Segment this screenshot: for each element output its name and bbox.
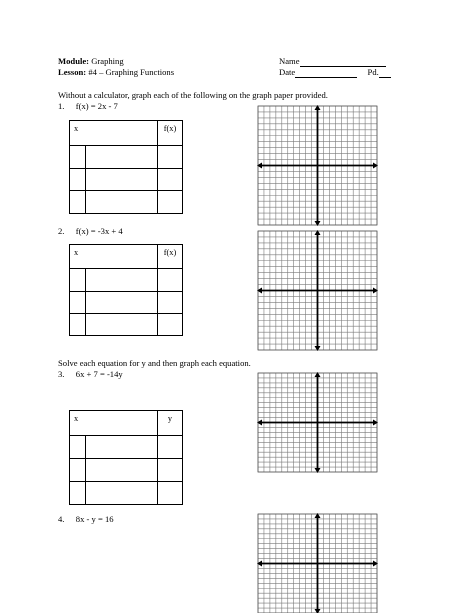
period-field[interactable] [379, 68, 391, 78]
lesson-label: Lesson: [58, 67, 87, 77]
graph-grid-3[interactable] [258, 373, 377, 472]
period-label: Pd. [367, 67, 379, 77]
name-field[interactable] [300, 57, 386, 67]
table-header-x: x [70, 411, 158, 436]
instructions-solve: Solve each equation for y and then graph each equation. [58, 358, 251, 368]
problem-2 [58, 227, 123, 236]
table-cell[interactable] [86, 269, 158, 292]
name-label: Name [279, 56, 300, 66]
lesson-line [58, 68, 174, 77]
table-cell[interactable] [70, 191, 86, 214]
table-cell[interactable] [158, 459, 183, 482]
problem-1 [58, 102, 118, 111]
table-cell[interactable] [86, 436, 158, 459]
table-cell[interactable] [70, 169, 86, 191]
problem-number: 3. [58, 369, 65, 379]
problem-number: 4. [58, 514, 65, 524]
table-cell[interactable] [70, 146, 86, 169]
table-cell[interactable] [158, 436, 183, 459]
module-value: Graphing [91, 56, 124, 66]
table-header-x: x [70, 245, 158, 269]
value-table-2 [69, 244, 183, 336]
table-cell[interactable] [70, 482, 86, 505]
graph-grid-2[interactable] [258, 231, 377, 350]
graph-grid-4[interactable] [258, 514, 377, 613]
table-cell[interactable] [158, 146, 183, 169]
problem-expression: 6x + 7 = -14y [75, 369, 123, 379]
table-cell[interactable] [158, 269, 183, 292]
problem-expression: f(x) = -3x + 4 [75, 226, 123, 236]
graph-grid-1[interactable] [258, 106, 377, 225]
table-cell[interactable] [70, 436, 86, 459]
module-line [58, 57, 124, 66]
problem-expression: f(x) = 2x - 7 [75, 101, 118, 111]
date-line [279, 68, 391, 78]
value-table-1 [69, 120, 183, 214]
problem-number: 1. [58, 101, 65, 111]
table-cell[interactable] [86, 314, 158, 336]
table-header-fx: f(x) [158, 245, 183, 269]
value-table-3 [69, 410, 183, 505]
table-header-x: x [70, 121, 158, 146]
table-cell[interactable] [158, 169, 183, 191]
table-cell[interactable] [86, 146, 158, 169]
instructions-graph: Without a calculator, graph each of the following on the graph paper provided. [58, 90, 328, 100]
table-cell[interactable] [70, 314, 86, 336]
module-label: Module: [58, 56, 90, 66]
name-line [279, 57, 386, 67]
table-cell[interactable] [86, 169, 158, 191]
table-cell[interactable] [70, 269, 86, 292]
table-cell[interactable] [70, 292, 86, 314]
table-cell[interactable] [158, 314, 183, 336]
date-field[interactable] [295, 68, 357, 78]
table-cell[interactable] [86, 292, 158, 314]
table-cell[interactable] [86, 459, 158, 482]
table-cell[interactable] [158, 191, 183, 214]
lesson-value: #4 – Graphing Functions [88, 67, 175, 77]
table-cell[interactable] [158, 482, 183, 505]
problem-3 [58, 370, 123, 379]
date-label: Date [279, 67, 296, 77]
y-axis-arrow-down [315, 609, 321, 613]
table-cell[interactable] [158, 292, 183, 314]
table-cell[interactable] [86, 191, 158, 214]
problem-number: 2. [58, 226, 65, 236]
table-cell[interactable] [70, 459, 86, 482]
table-header-fx: f(x) [158, 121, 183, 146]
problem-4 [58, 515, 114, 524]
problem-expression: 8x - y = 16 [75, 514, 114, 524]
table-cell[interactable] [86, 482, 158, 505]
table-header-y: y [158, 411, 183, 436]
